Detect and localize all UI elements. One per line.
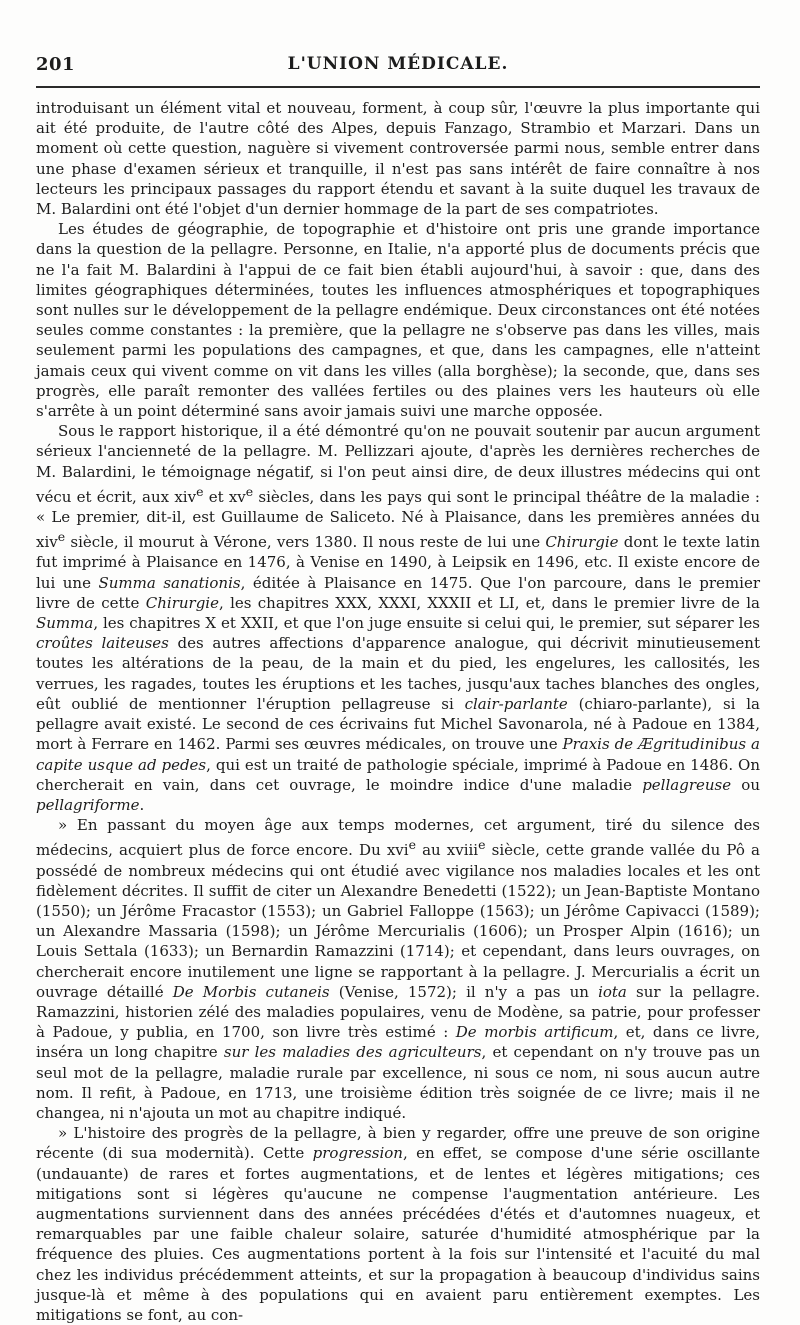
journal-title: L'UNION MÉDICALE.	[287, 54, 509, 74]
header-rule	[36, 86, 760, 88]
body-text	[36, 98, 760, 1325]
running-head	[36, 54, 760, 82]
paragraph-2: Les études de géographie, de topographie et d'histoire ont pris une grande importance dans la question de la pellagre. Personne, en Italie, n'a apporté plus de documents précis que ne l'a fait M. Balardini à l'appui de ce fait bien établi aujourd'hui, à savoir : que, dans des limites géographiques déterminées, toutes les influences atmosphériques et topographiques sont nulles sur le développement de la pellagre endémique. Deux circonstances ont été notées seules comme constantes : la première, que la pellagre ne s'observe pas dans les villes, mais seulement parmi les populations des campagnes, et que, dans les campagnes, elle n'atteint jamais ceux qui vivent comme on vit dans les villes (alla borghèse); la seconde, que, dans ses progrès, elle paraît remonter des vallées fertiles ou des plaines vers les hauteurs où elle s'arrête à un point déterminé sans avoir jamais suivi une marche opposée.	[36, 220, 760, 421]
paragraph-5: » L'histoire des progrès de la pellagre, à bien y regarder, offre une preuve de son origine récente (di sua modernità). Cette progression, en effet, se compose d'une série oscillante (undauante) de rares et fortes augmentations, et de lentes et légères mitigations; ces mitigations sont si légères qu'aucune ne compense l'augmentation antérieure. Les augmentations surviennent dans des années précédées d'étés et d'automnes nuageux, et remarquables par une faible chaleur solaire, saturée d'humidité atmosphérique par la fréquence des pluies. Ces augmentations portent à la fois sur l'intensité et l'acuité du mal chez les individus précédemment atteints, et sur la propagation à beaucoup d'individus sains jusque-là et même à des populations qui en avaient paru entièrement exemptes. Les mitigations se font, au con-	[36, 1124, 760, 1324]
paragraph-4: » En passant du moyen âge aux temps modernes, cet argument, tiré du silence des médecins, acquiert plus de force encore. Du xvi$^e$ au xviii$^e$ siècle, cette grande vallée du Pô a possédé de nombreux médecins qui ont étudié avec vigilance nos maladies locales et les ont fidèlement décrites. Il suffit de citer un Alexandre Benedetti (1522); un Jean-Baptiste Montano (1550); un Jérôme Fracastor (1553); un Gabriel Falloppe (1563); un Jérôme Capivacci (1589); un Alexandre Massaria (1598); un Jérôme Mercurialis (1606); un Prosper Alpin (1616); un Louis Settala (1633); un Bernardin Ramazzini (1714); et cependant, dans leurs ouvrages, on chercherait encore inutilement une ligne se rapportant à la pellagre. J. Mercurialis a écrit un ouvrage détaillé De Morbis cutaneis (Venise, 1572); il n'y a pas un iota sur la pellagre. Ramazzini, historien zélé des maladies populaires, venu de Modène, sa patrie, pour professer à Padoue, y publia, en 1700, son livre très estimé : De morbis artificum, et, dans ce livre, inséra un long chapitre sur les maladies des agriculteurs, et cependant on n'y trouve pas un seul mot de la pellagre, maladie rurale par excellence, ni sous ce nom, ni sous aucun autre nom. Il refit, à Padoue, en 1713, une troisième édition très soignée de ce livre; mais il ne changea, ni n'ajouta un mot au chapitre indiqué.	[36, 816, 760, 1122]
page-number: 201	[36, 54, 76, 75]
paragraph-3: Sous le rapport historique, il a été démontré qu'on ne pouvait soutenir par aucun argument sérieux l'ancienneté de la pellagre. M. Pellizzari ajoute, d'après les dernières recherches de M. Balardini, le témoignage négatif, si l'on peut ainsi dire, de deux illustres médecins qui ont vécu et écrit, aux xiv$^e$ et $xv^e$ siècles, dans les pays qui sont le principal théâtre de la maladie : « Le premier, dit-il, est Guillaume de Saliceto. Né à Plaisance, dans les premières années du xiv$^e$ siècle, il mourut à Vérone, vers 1380. Il nous reste de lui une Chirurgie dont le texte latin fut imprimé à Plaisance en 1476, à Venise en 1490, à Leipsik en 1496, etc. Il existe encore de lui une Summa sanationis, éditée à Plaisance en 1475. Que l'on parcoure, dans le premier livre de cette Chirurgie, les chapitres XXX, XXXI, XXXII et LI, et, dans le premier livre de la Summa, les chapitres X et XXII, et que l'on juge ensuite si celui qui, le premier, sut séparer les croûtes laiteuses des autres affections d'apparence analogue, qui décrivit minutieusement toutes les altérations de la peau, de la main et du pied, les engelures, les callosités, les verrues, les ragades, toutes les éruptions et les taches, jusqu'aux taches blanches des ongles, eût oublié de mentionner l'éruption pellagreuse si clair-parlante (chiaro-parlante), si la pellagre avait existé. Le second de ces écrivains fut Michel Savonarola, né à Padoue en 1384, mort à Ferrare en 1462. Parmi ses œuvres médicales, on trouve une Praxis de Ægritudinibus a capite usque ad pedes, qui est un traité de pathologie spéciale, imprimé à Padoue en 1486. On chercherait en vain, dans cet ouvrage, le moindre indice d'une maladie pellagreuse ou pellagriforme.	[36, 422, 761, 814]
paragraph-1: introduisant un élément vital et nouveau, forment, à coup sûr, l'œuvre la plus importante qui ait été produite, de l'autre côté des Alpes, depuis Fanzago, Strambio et Marzari. Dans un moment où cette question, naguère si vivement controversée parmi nous, semble entrer dans une phase d'examen sérieux et tranquille, il n'est pas sans intérêt de faire connaître à nos lecteurs les principaux passages du rapport étendu et savant à la suite duquel les travaux de M. Balardini ont été l'objet d'un dernier hommage de la part de ses compatriotes.	[36, 99, 760, 219]
